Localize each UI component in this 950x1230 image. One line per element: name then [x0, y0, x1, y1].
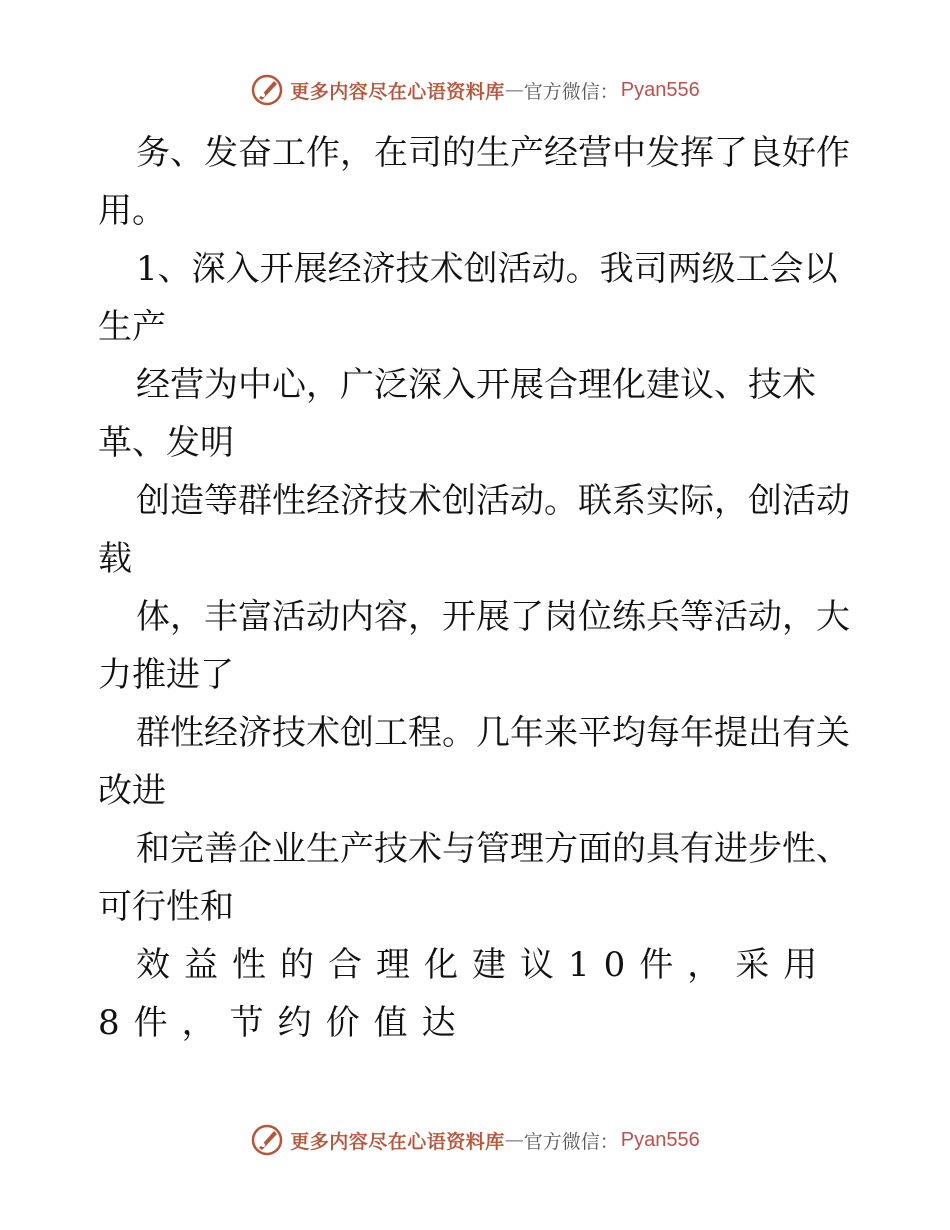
paragraph: [98, 820, 858, 936]
quill-pen-logo-icon: [250, 73, 284, 107]
text-line: 效益性的合理化建议10件，采用: [136, 945, 832, 985]
banner-wechat-id: Pyan556: [620, 1128, 700, 1151]
text-line: 务、发奋工作，在司的生产经营中发挥了良好作: [136, 133, 850, 173]
banner-dash: —: [504, 1129, 524, 1151]
text-line: 和完善企业生产技术与管理方面的具有进步性、: [136, 829, 850, 869]
banner-wechat-id: Pyan556: [620, 78, 700, 101]
paragraph: [98, 936, 858, 1052]
text-line: 1、深入开展经济技术创活动。我司两级工会以: [136, 249, 838, 289]
header-banner: [0, 70, 950, 110]
banner-official-label: 官方微信：: [523, 80, 619, 103]
paragraph: [98, 124, 858, 240]
paragraph: [98, 588, 858, 704]
text-line: 用。: [98, 191, 166, 231]
text-line: 体，丰富活动内容，开展了岗位练兵等活动，大: [136, 597, 850, 637]
text-line: 力推进了: [98, 655, 234, 695]
paragraph: [98, 240, 858, 356]
banner-brand-text: 更多内容尽在心语资料库: [290, 80, 505, 103]
footer-banner: [0, 1120, 950, 1160]
text-line: 8件，节约价值达: [98, 1003, 470, 1043]
text-line: 经营为中心，广泛深入开展合理化建议、技术: [136, 365, 816, 405]
text-line: 载: [98, 539, 132, 579]
text-line: 革、发明: [98, 423, 234, 463]
text-line: 改进: [98, 771, 166, 811]
banner-dash: —: [504, 79, 524, 101]
quill-pen-logo-icon: [250, 1123, 284, 1157]
banner-brand-text: 更多内容尽在心语资料库: [290, 1130, 505, 1153]
document-body: [98, 124, 858, 1052]
banner-official-label: 官方微信：: [523, 1130, 619, 1153]
paragraph: [98, 704, 858, 820]
paragraph: [98, 356, 858, 472]
text-line: 创造等群性经济技术创活动。联系实际，创活动: [136, 481, 850, 521]
paragraph: [98, 472, 858, 588]
text-line: 可行性和: [98, 887, 234, 927]
text-line: 生产: [98, 307, 166, 347]
text-line: 群性经济技术创工程。几年来平均每年提出有关: [136, 713, 850, 753]
